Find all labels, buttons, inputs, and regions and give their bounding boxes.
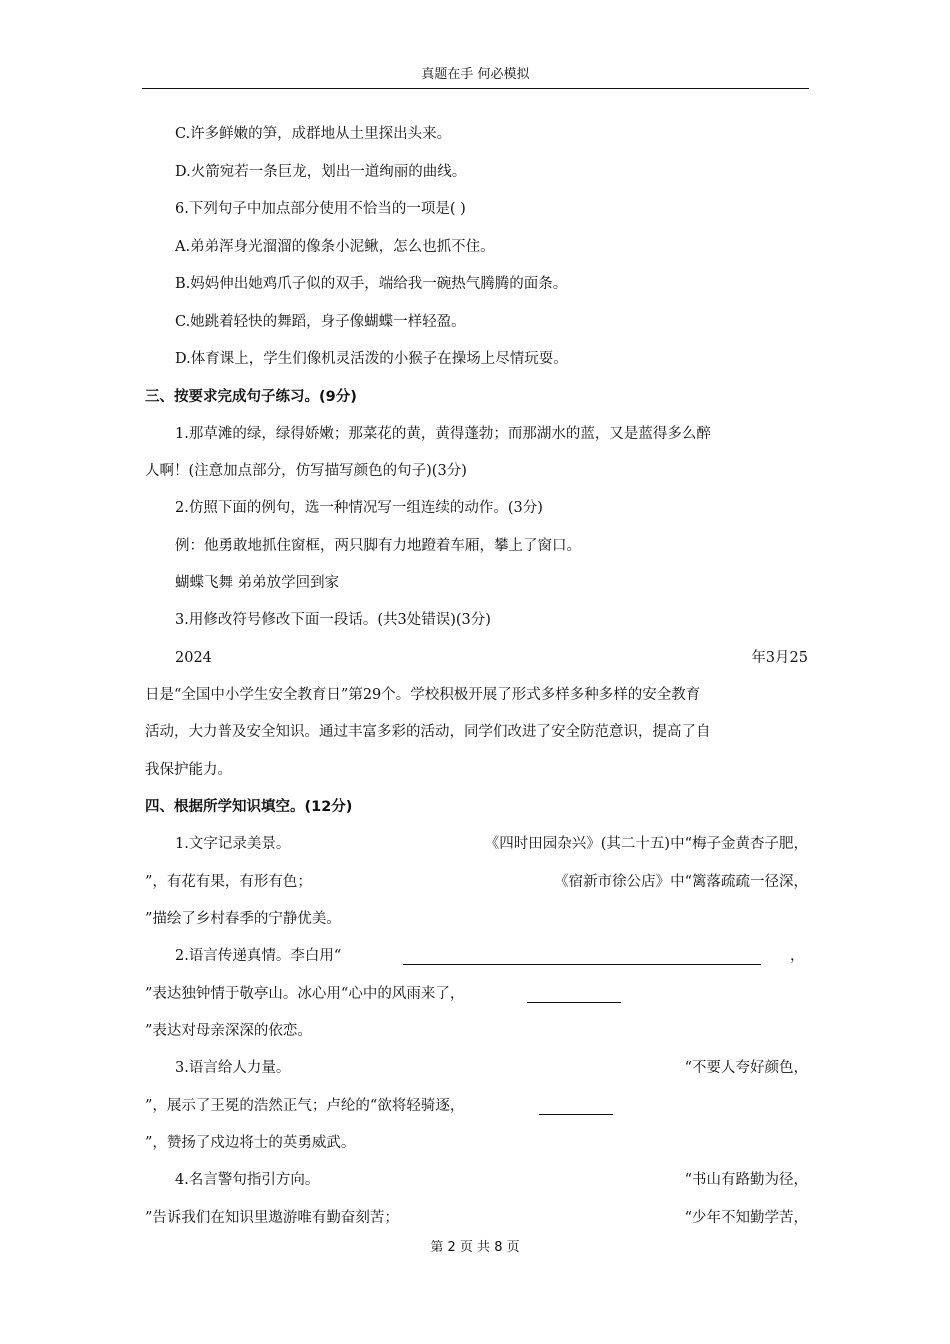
s4-q3-c: ”，展示了王冕的浩然正气；卢纶的“欲将轻骑逐，	[145, 1098, 465, 1114]
s4-q4-b: “书山有路勤为径，	[684, 1172, 808, 1188]
s3-q3-date: 年3月25	[751, 650, 808, 666]
section3-title: 三、按要求完成句子练习。(9分)	[145, 389, 357, 405]
s3-q1-line2: 人啊！(注意加点部分，仿写描写颜色的句子)(3分)	[145, 463, 467, 479]
q5-option-c: C.许多鲜嫩的笋，成群地从土里探出头来。	[175, 126, 452, 142]
s4-q2-c: ”表达对母亲深深的依恋。	[145, 1023, 312, 1039]
section4-title: 四、根据所学知识填空。(12分)	[145, 799, 353, 815]
s4-q1-d: 《宿新市徐公店》中“篱落疏疏一径深，	[554, 874, 808, 890]
s4-q2-a: 2.语言传递真情。李白用“	[175, 948, 342, 964]
s4-q1-c: ”，有花有果，有形有色；	[145, 874, 312, 890]
s4-q3-b: “不要人夸好颜色，	[684, 1060, 808, 1076]
q6-option-a: A.弟弟浑身光溜溜的像条小泥鳅，怎么也抓不住。	[175, 239, 495, 255]
page-header: 真题在手 何必模拟	[142, 62, 809, 89]
answer-blank-bingxin[interactable]	[527, 1002, 621, 1003]
s3-q3: 3.用修改符号修改下面一段话。(共3处错误)(3分)	[175, 612, 491, 628]
s4-q1-a: 1.文字记录美景。	[175, 836, 291, 852]
s4-q4-a: 4.名言警句指引方向。	[175, 1172, 320, 1188]
s3-q2-options: 蝴蝶飞舞 弟弟放学回到家	[175, 575, 340, 591]
q6-option-b: B.妈妈伸出她鸡爪子似的双手，端给我一碗热气腾腾的面条。	[175, 276, 568, 292]
s3-q2: 2.仿照下面的例句，选一种情况写一组连续的动作。(3分)	[175, 500, 543, 516]
s4-q3-d: ”，赞扬了戍边将士的英勇威武。	[145, 1135, 356, 1151]
q5-option-d: D.火箭宛若一条巨龙，划出一道绚丽的曲线。	[175, 164, 467, 180]
q6-stem: 6.下列句子中加点部分使用不恰当的一项是( )	[175, 201, 466, 217]
s4-q1-b: 《四时田园杂兴》(其二十五)中“梅子金黄杏子肥，	[484, 836, 808, 852]
s3-q2-example: 例：他勇敢地抓住窗框，两只脚有力地蹬着车厢，攀上了窗口。	[175, 538, 581, 554]
answer-blank-libai[interactable]	[403, 964, 761, 965]
s4-q1-e: ”描绘了乡村春季的宁静优美。	[145, 911, 341, 927]
s4-q4-c: ”告诉我们在知识里遨游唯有勤奋刻苦；	[145, 1210, 399, 1226]
s4-q2-comma: ，	[790, 948, 805, 964]
s4-q4-d: “少年不知勤学苦，	[684, 1210, 808, 1226]
s3-q3-year: 2024	[175, 650, 212, 666]
q6-option-d: D.体育课上，学生们像机灵活泼的小猴子在操场上尽情玩耍。	[175, 351, 568, 367]
s3-q1-line1: 1.那草滩的绿，绿得娇嫩；那菜花的黄，黄得蓬勃；而那湖水的蓝，又是蓝得多么醉	[175, 426, 711, 442]
s3-q3-line2: 活动，大力普及安全知识。通过丰富多彩的活动，同学们改进了安全防范意识，提高了自	[145, 724, 711, 740]
s3-q3-line1: 日是“全国中小学生安全教育日”第29个。学校积极开展了形式多样多种多样的安全教育	[145, 687, 701, 703]
answer-blank-lulun[interactable]	[539, 1114, 613, 1115]
s3-q3-line3: 我保护能力。	[145, 762, 232, 778]
page-number: 第 2 页 共 8 页	[430, 1240, 520, 1255]
q6-option-c: C.她跳着轻快的舞蹈，身子像蝴蝶一样轻盈。	[175, 314, 466, 330]
s4-q2-b: ”表达独钟情于敬亭山。冰心用“心中的风雨来了，	[145, 986, 465, 1002]
s4-q3-a: 3.语言给人力量。	[175, 1060, 291, 1076]
